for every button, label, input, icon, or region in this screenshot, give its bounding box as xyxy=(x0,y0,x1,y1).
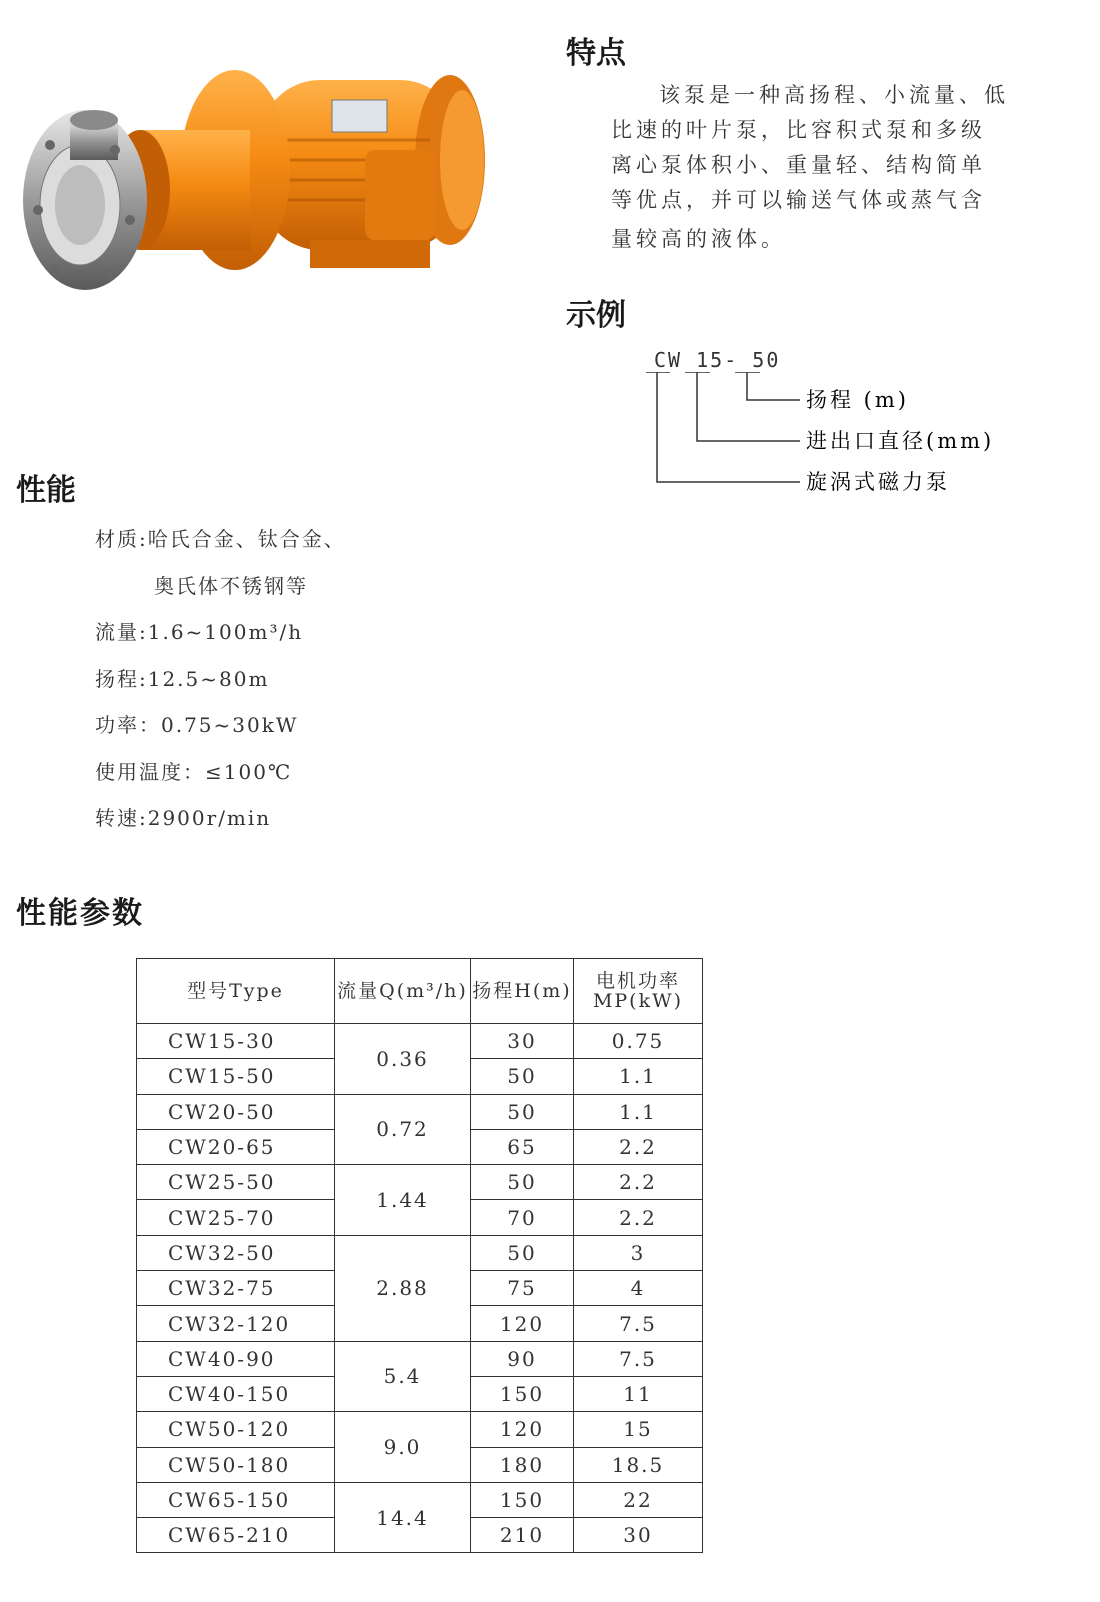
cell-head: 50 xyxy=(471,1059,574,1094)
cell-head: 180 xyxy=(471,1447,574,1482)
example-heading: 示例 xyxy=(566,298,626,333)
cell-model: CW15-30 xyxy=(137,1024,335,1059)
cell-flow: 1.44 xyxy=(335,1165,471,1236)
cell-model: CW20-65 xyxy=(137,1129,335,1164)
cell-head: 65 xyxy=(471,1129,574,1164)
features-line: 该泵是一种高扬程、小流量、低 xyxy=(659,83,1009,107)
cell-power: 2.2 xyxy=(574,1165,703,1200)
cell-model: CW50-120 xyxy=(137,1412,335,1447)
header-head: 扬程H(m) xyxy=(471,959,574,1024)
cell-power: 2.2 xyxy=(574,1129,703,1164)
cell-model: CW25-70 xyxy=(137,1200,335,1235)
legend-head: 扬程 (m) xyxy=(806,388,909,412)
header-power-line2: MP(kW) xyxy=(592,990,684,1012)
cell-model: CW32-120 xyxy=(137,1306,335,1341)
cell-head: 150 xyxy=(471,1376,574,1411)
cell-flow: 0.36 xyxy=(335,1024,471,1095)
header-type: 型号Type xyxy=(137,959,335,1024)
params-table xyxy=(136,958,703,1553)
table-row xyxy=(137,1412,703,1447)
cell-head: 210 xyxy=(471,1518,574,1553)
legend-pump-type: 旋涡式磁力泵 xyxy=(806,470,950,494)
cell-model: CW25-50 xyxy=(137,1165,335,1200)
model-code-diagram xyxy=(640,372,1020,512)
perf-head: 扬程:12.5~80m xyxy=(95,666,270,691)
perf-material-cont: 奥氏体不锈钢等 xyxy=(154,573,308,598)
pump-product-image xyxy=(10,40,490,330)
table-row xyxy=(137,1094,703,1129)
model-code-example: CW 15- 50 xyxy=(654,348,781,372)
table-row xyxy=(137,1482,703,1517)
cell-head: 120 xyxy=(471,1306,574,1341)
cell-head: 90 xyxy=(471,1341,574,1376)
cell-power: 15 xyxy=(574,1412,703,1447)
cell-flow: 0.72 xyxy=(335,1094,471,1165)
cell-model: CW15-50 xyxy=(137,1059,335,1094)
perf-flow: 流量:1.6~100m³/h xyxy=(95,620,304,644)
features-line: 离心泵体积小、重量轻、结构简单 xyxy=(611,153,986,177)
cell-power: 1.1 xyxy=(574,1094,703,1129)
cell-head: 50 xyxy=(471,1165,574,1200)
cell-power: 3 xyxy=(574,1235,703,1270)
table-row xyxy=(137,1235,703,1270)
cell-head: 30 xyxy=(471,1024,574,1059)
cell-power: 4 xyxy=(574,1271,703,1306)
cell-power: 22 xyxy=(574,1482,703,1517)
cell-power: 1.1 xyxy=(574,1059,703,1094)
cell-model: CW32-50 xyxy=(137,1235,335,1270)
cell-model: CW65-150 xyxy=(137,1482,335,1517)
cell-flow: 2.88 xyxy=(335,1235,471,1341)
params-table-body xyxy=(137,1024,703,1553)
perf-power: 功率：0.75~30kW xyxy=(95,713,299,737)
cell-flow: 14.4 xyxy=(335,1482,471,1553)
params-heading: 性能参数 xyxy=(16,896,144,931)
cell-head: 50 xyxy=(471,1235,574,1270)
perf-temperature: 使用温度：≤100℃ xyxy=(95,759,293,784)
performance-heading: 性能 xyxy=(16,473,76,508)
legend-diameter: 进出口直径(mm) xyxy=(806,429,995,453)
cell-model: CW40-150 xyxy=(137,1376,335,1411)
cell-power: 11 xyxy=(574,1376,703,1411)
features-paragraph xyxy=(611,78,1011,257)
cell-model: CW50-180 xyxy=(137,1447,335,1482)
perf-speed: 转速:2900r/min xyxy=(95,806,272,830)
cell-head: 70 xyxy=(471,1200,574,1235)
perf-material: 材质:哈氏合金、钛合金、 xyxy=(95,527,346,551)
cell-power: 2.2 xyxy=(574,1200,703,1235)
cell-model: CW32-75 xyxy=(137,1271,335,1306)
features-heading: 特点 xyxy=(566,36,626,71)
features-line: 比速的叶片泵，比容积式泵和多级 xyxy=(611,118,986,142)
cell-power: 18.5 xyxy=(574,1447,703,1482)
cell-head: 50 xyxy=(471,1094,574,1129)
cell-head: 150 xyxy=(471,1482,574,1517)
header-power-line1: 电机功率 xyxy=(595,970,680,992)
table-row xyxy=(137,1165,703,1200)
cell-head: 75 xyxy=(471,1271,574,1306)
table-row xyxy=(137,1024,703,1059)
cell-power: 7.5 xyxy=(574,1341,703,1376)
cell-power: 7.5 xyxy=(574,1306,703,1341)
cell-head: 120 xyxy=(471,1412,574,1447)
cell-flow: 9.0 xyxy=(335,1412,471,1483)
header-flow: 流量Q(m³/h) xyxy=(335,959,471,1024)
cell-power: 0.75 xyxy=(574,1024,703,1059)
features-line: 量较高的液体。 xyxy=(611,227,786,251)
header-power xyxy=(574,959,703,1024)
cell-power: 30 xyxy=(574,1518,703,1553)
performance-list xyxy=(95,526,346,852)
cell-model: CW40-90 xyxy=(137,1341,335,1376)
cell-flow: 5.4 xyxy=(335,1341,471,1412)
table-row xyxy=(137,1341,703,1376)
cell-model: CW65-210 xyxy=(137,1518,335,1553)
features-line: 等优点，并可以输送气体或蒸气含 xyxy=(611,188,986,212)
table-header-row xyxy=(137,959,703,1024)
cell-model: CW20-50 xyxy=(137,1094,335,1129)
